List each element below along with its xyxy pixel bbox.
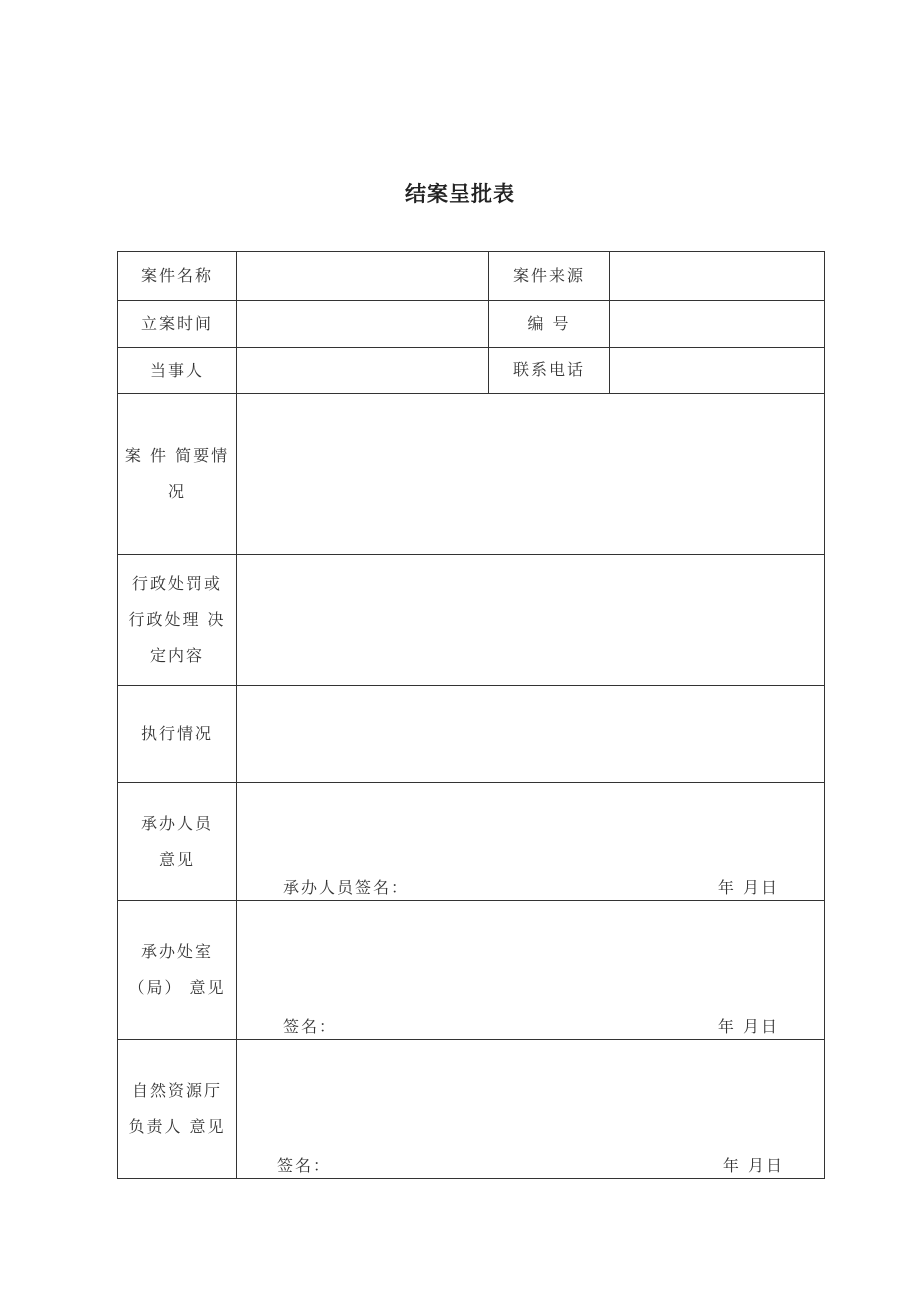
label-handler-opinion bbox=[118, 783, 237, 901]
office-date-label: 年 月日 bbox=[717, 1017, 779, 1036]
label-phone: 联系电话 bbox=[489, 348, 610, 394]
row-party bbox=[118, 348, 825, 394]
row-case-name bbox=[118, 252, 825, 301]
label-decision-line3: 定内容 bbox=[149, 646, 204, 665]
label-party: 当事人 bbox=[118, 348, 237, 394]
label-handler-line1: 承办人员 bbox=[140, 813, 213, 833]
label-summary-line2: 况 bbox=[167, 482, 186, 501]
label-summary-line1: 案 件 简要情 bbox=[124, 446, 230, 465]
row-execution bbox=[118, 686, 825, 783]
field-number[interactable] bbox=[610, 301, 825, 348]
label-office-line2: （局） 意见 bbox=[128, 978, 226, 997]
label-handler-line2: 意见 bbox=[158, 849, 195, 869]
field-head-opinion[interactable] bbox=[237, 1040, 825, 1179]
row-office-opinion bbox=[118, 901, 825, 1040]
label-summary bbox=[118, 394, 237, 555]
field-phone[interactable] bbox=[610, 348, 825, 394]
field-summary[interactable] bbox=[237, 394, 825, 555]
label-head-opinion bbox=[118, 1040, 237, 1179]
label-case-source: 案件来源 bbox=[489, 252, 610, 301]
label-execution: 执行情况 bbox=[118, 686, 237, 783]
label-head-line1: 自然资源厅 bbox=[131, 1081, 222, 1100]
approval-form-table bbox=[117, 251, 825, 1179]
label-number: 编 号 bbox=[489, 301, 610, 348]
field-execution[interactable] bbox=[237, 686, 825, 783]
head-signature-label: 签名： bbox=[277, 1156, 332, 1175]
page-title: 结案呈批表 bbox=[405, 182, 515, 206]
field-decision[interactable] bbox=[237, 555, 825, 686]
label-office-line1: 承办处室 bbox=[140, 942, 213, 961]
row-decision bbox=[118, 555, 825, 686]
field-filing-time[interactable] bbox=[237, 301, 489, 348]
label-office-opinion bbox=[118, 901, 237, 1040]
row-filing-time bbox=[118, 301, 825, 348]
label-decision bbox=[118, 555, 237, 686]
field-case-name[interactable] bbox=[237, 252, 489, 301]
label-head-line2: 负责人 意见 bbox=[128, 1117, 226, 1136]
label-filing-time: 立案时间 bbox=[118, 301, 237, 348]
row-head-opinion bbox=[118, 1040, 825, 1179]
row-summary bbox=[118, 394, 825, 555]
head-date-label: 年 月日 bbox=[722, 1156, 784, 1175]
handler-signature-label: 承办人员签名： bbox=[283, 878, 410, 897]
office-signature-label: 签名： bbox=[283, 1017, 338, 1036]
label-case-name: 案件名称 bbox=[118, 252, 237, 301]
field-office-opinion[interactable] bbox=[237, 901, 825, 1040]
label-decision-line1: 行政处罚或 bbox=[131, 574, 222, 593]
field-handler-opinion[interactable] bbox=[237, 783, 825, 901]
label-decision-line2: 行政处理 决 bbox=[128, 610, 226, 629]
handler-date-label: 年 月日 bbox=[717, 878, 779, 897]
field-party[interactable] bbox=[237, 348, 489, 394]
field-case-source[interactable] bbox=[610, 252, 825, 301]
row-handler-opinion bbox=[118, 783, 825, 901]
